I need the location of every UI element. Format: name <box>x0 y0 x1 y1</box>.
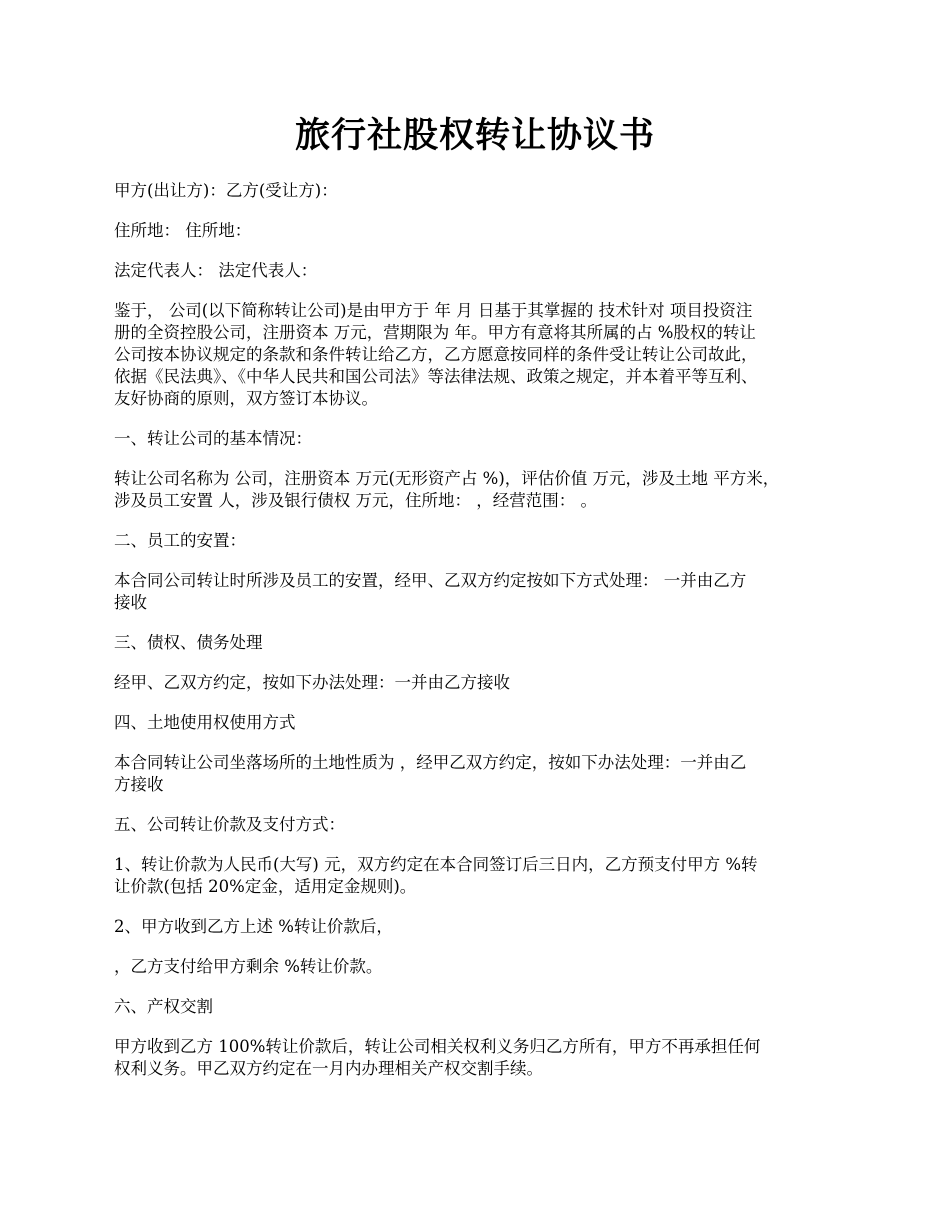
paragraph <box>114 180 854 202</box>
paragraph-line: 一、转让公司的基本情况： <box>114 429 312 448</box>
paragraph-line: 涉及员工安置 人，涉及银行债权 万元，住所地： ，经营范围： 。 <box>114 491 597 510</box>
paragraph-line: 依据《民法典》、《中华人民共和国公司法》等法律法规、政策之规定，并本着平等互利、 <box>114 367 758 386</box>
paragraph-line: 五、公司转让价款及支付方式： <box>114 815 345 834</box>
paragraph-line: 友好协商的原则，双方签订本协议。 <box>114 389 378 408</box>
paragraph-line: 法定代表人： 法定代表人： <box>114 261 318 280</box>
paragraph-line: 公司按本协议规定的条款和条件转让给乙方，乙方愿意按同样的条件受让转让公司故此， <box>114 345 758 364</box>
paragraph-line: 权利义务。甲乙双方约定在一月内办理相关产权交割手续。 <box>114 1059 543 1078</box>
paragraph-line: 鉴于， 公司(以下简称转让公司)是由甲方于 年 月 日基于其掌握的 技术针对 项目投资注 <box>114 301 753 320</box>
paragraph-line: 经甲、乙双方约定，按如下办法处理：一并由乙方接收 <box>114 673 510 692</box>
paragraph-line: 三、债权、债务处理 <box>114 633 263 652</box>
paragraph <box>114 1036 854 1080</box>
paragraph-line: 让价款(包括 20%定金，适用定金规则)。 <box>114 877 417 896</box>
paragraph-line: 甲方(出让方)：乙方(受让方)： <box>114 181 338 200</box>
paragraph-line: 本合同公司转让时所涉及员工的安置，经甲、乙双方约定按如下方式处理： 一并由乙方 <box>114 571 747 590</box>
paragraph-line: ，乙方支付给甲方剩余 %转让价款。 <box>114 957 383 976</box>
paragraph <box>114 672 854 694</box>
paragraph-line: 甲方收到乙方 100%转让价款后，转让公司相关权利义务归乙方所有，甲方不再承担任何 <box>114 1037 761 1056</box>
paragraph <box>114 300 854 410</box>
paragraph-line: 二、员工的安置： <box>114 531 246 550</box>
paragraph <box>114 530 854 552</box>
paragraph <box>114 956 854 978</box>
paragraph <box>114 752 854 796</box>
paragraph-line: 接收 <box>114 593 147 612</box>
paragraph <box>114 712 854 734</box>
paragraph-line: 2、甲方收到乙方上述 %转让价款后， <box>114 917 393 936</box>
paragraph <box>114 468 854 512</box>
paragraph-line: 六、产权交割 <box>114 997 213 1016</box>
paragraph <box>114 632 854 654</box>
paragraph <box>114 570 854 614</box>
document-body <box>114 180 854 1098</box>
paragraph <box>114 260 854 282</box>
paragraph <box>114 220 854 242</box>
paragraph-line: 四、土地使用权使用方式 <box>114 713 296 732</box>
paragraph-line: 住所地： 住所地： <box>114 221 252 240</box>
paragraph <box>114 916 854 938</box>
paragraph-line: 方接收 <box>114 775 164 794</box>
document-title: 旅行社股权转让协议书 <box>294 115 655 156</box>
paragraph-line: 转让公司名称为 公司，注册资本 万元(无形资产占 %)，评估价值 万元，涉及土地 平方米， <box>114 469 780 488</box>
paragraph-line: 本合同转让公司坐落场所的土地性质为 ，经甲乙双方约定，按如下办法处理：一并由乙 <box>114 753 747 772</box>
paragraph-line: 1、转让价款为人民币(大写) 元，双方约定在本合同签订后三日内，乙方预支付甲方 %转 <box>114 855 758 874</box>
paragraph <box>114 854 854 898</box>
paragraph <box>114 428 854 450</box>
paragraph-line: 册的全资控股公司，注册资本 万元，营期限为 年。甲方有意将其所属的占 %股权的转让 <box>114 323 756 342</box>
paragraph <box>114 814 854 836</box>
paragraph <box>114 996 854 1018</box>
